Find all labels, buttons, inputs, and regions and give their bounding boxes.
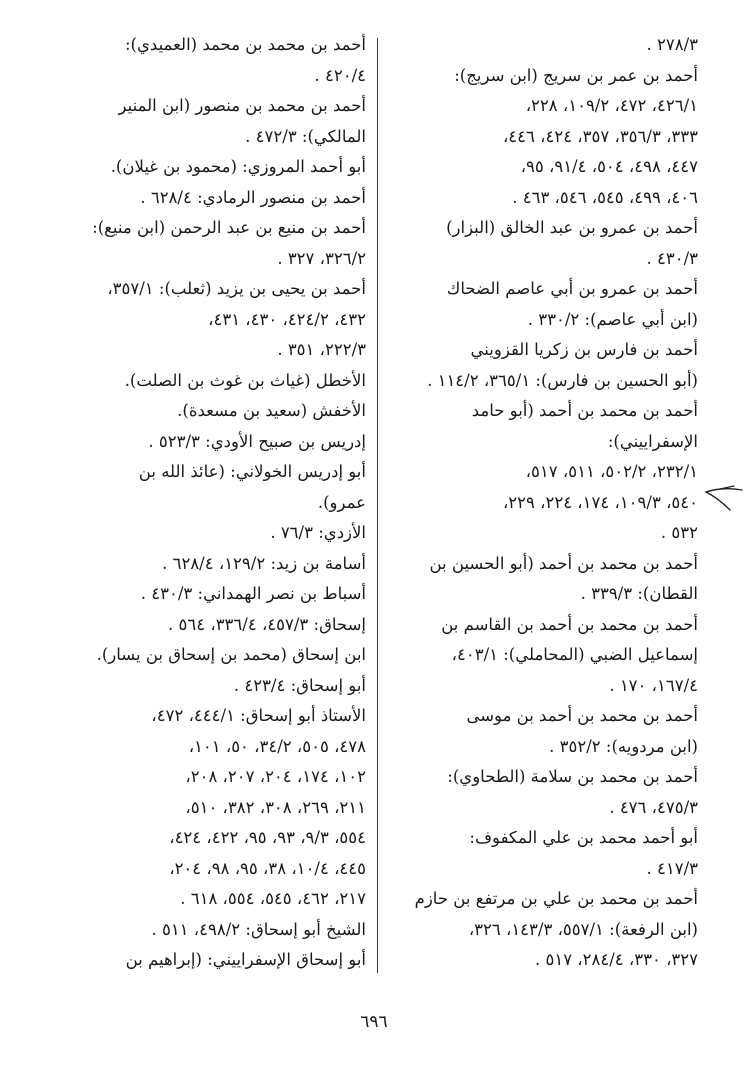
index-line: ٤٧٨، ٥٠٥، ٣٤/٢، ٥٠، ١٠١، — [188, 736, 366, 756]
index-line: ٤٢٦/١، ٤٧٢، ١٠٩/٢، ٢٢٨، — [525, 96, 698, 115]
index-line: ٤٧٥/٣، ٤٧٦ . — [609, 797, 698, 817]
index-line: أحمد بن محمد بن أحمد بن موسى — [466, 706, 698, 725]
index-line: ٥٣٢ . — [660, 523, 698, 542]
index-line: ٤٣٢، ٤٢٤/٢، ٤٣٠، ٤٣١، — [208, 309, 366, 329]
index-line: (ابن الرفعة): ٥٥٧/١، ١٤٣/٣، ٣٢٦، — [468, 919, 698, 939]
index-line: ٣٢٧، ٣٣٠، ٢٨٤/٤، ٥١٧ . — [534, 950, 698, 969]
index-line: أبو أحمد المروزي: (محمود بن غيلان). — [110, 157, 366, 176]
index-line: أحمد بن محمد بن أحمد (أبو الحسين بن — [429, 553, 698, 573]
index-line: (ابن مردويه): ٣٥٢/٢ . — [549, 736, 698, 756]
index-line: ٤٤٥، ١٠/٤، ٣٨، ٩٥، ٩٨، ٢٠٤، — [169, 858, 366, 878]
index-line: ٢١٧، ٤٦٢، ٥٤٥، ٥٥٤، ٦١٨ . — [180, 889, 366, 908]
index-line: أحمد بن محمد بن محمد (العميدي): — [125, 35, 366, 54]
index-line: أبو إدريس الخولاني: (عائذ الله بن — [138, 462, 366, 481]
index-line: القطان): ٣٣٩/٣ . — [580, 584, 698, 603]
index-line: أبو إسحاق: ٤٢٣/٤ . — [233, 675, 366, 695]
index-line: أحمد بن منصور الرمادي: ٦٢٨/٤ . — [140, 187, 366, 207]
index-line: ٢٣٢/١، ٥٠٢/٢، ٥١١، ٥١٧، — [525, 462, 698, 481]
index-line: ١٦٧/٤، ١٧٠ . — [609, 675, 698, 695]
index-line: ٣٣٣، ٣٥٦/٣، ٣٥٧، ٤٢٤، ٤٤٦، — [502, 126, 698, 146]
index-line: الإسفراييني): — [607, 431, 698, 451]
index-line: ٤٢٠/٤ . — [314, 65, 366, 85]
column-divider — [377, 38, 378, 973]
index-line: أحمد بن فارس بن زكريا القزويني — [470, 340, 698, 359]
index-line: ١٠٢، ١٧٤، ٢٠٤، ٢٠٧، ٢٠٨، — [185, 767, 366, 786]
index-line: ابن إسحاق (محمد بن إسحاق بن يسار). — [96, 645, 366, 664]
index-line: إدريس بن صبيح الأودي: ٥٢٣/٣ . — [148, 431, 366, 451]
index-line: ٤٤٧، ٤٩٨، ٥٠٤، ٩١/٤، ٩٥، — [520, 157, 698, 176]
index-line: الشيخ أبو إسحاق: ٤٩٨/٢، ٥١١ . — [151, 919, 366, 939]
index-line: ٥٤٠، ١٠٩/٣، ١٧٤، ٢٢٤، ٢٢٩، — [502, 492, 698, 512]
index-line: ٢١١، ٢٦٩، ٣٠٨، ٣٨٢، ٥١٠، — [185, 797, 366, 817]
pen-annotation-mark — [700, 476, 744, 516]
index-line: الأزدي: ٧٦/٣ . — [270, 523, 366, 542]
index-line: الأخفش (سعيد بن مسعدة). — [177, 401, 366, 420]
page-number: ٦٩٦ — [360, 1012, 388, 1032]
index-line: أسامة بن زيد: ١٢٩/٢، ٦٢٨/٤ . — [162, 553, 366, 573]
left-index-column — [60, 30, 366, 976]
index-line: أحمد بن محمد بن علي بن مرتفع بن حازم — [414, 889, 698, 908]
index-line: ٢٧٨/٣ . — [646, 35, 698, 54]
index-line: إسحاق: ٤٥٧/٣، ٣٣٦/٤، ٥٦٤ . — [168, 614, 366, 634]
index-line: أحمد بن يحيى بن يزيد (ثعلب): ٣٥٧/١، — [107, 279, 366, 298]
index-line: المالكي): ٤٧٢/٣ . — [245, 126, 366, 146]
index-line: ٤١٧/٣ . — [646, 858, 698, 878]
index-line: أحمد بن عمر بن سريج (ابن سريج): — [454, 65, 698, 85]
index-line: أحمد بن عمرو بن أبي عاصم الضحاك — [446, 279, 698, 298]
index-line: الأستاذ أبو إسحاق: ٤٤٤/١، ٤٧٢، — [151, 706, 366, 725]
index-line: إسماعيل الضبي (المحاملي): ٤٠٣/١، — [451, 645, 698, 664]
index-line: (ابن أبي عاصم): ٣٣٠/٢ . — [527, 309, 698, 329]
index-line: عمرو). — [317, 492, 366, 512]
index-line: أحمد بن محمد بن سلامة (الطحاوي): — [447, 767, 698, 786]
index-line: ٤٠٦، ٤٩٩، ٥٤٥، ٥٤٦، ٤٦٣ . — [512, 187, 698, 207]
index-line: أبو إسحاق الإسفراييني: (إبراهيم بن — [125, 950, 366, 969]
index-line: أسباط بن نصر الهمداني: ٤٣٠/٣ . — [140, 584, 366, 603]
index-line: أحمد بن محمد بن أحمد بن القاسم بن — [441, 614, 698, 634]
index-line: أبو أحمد محمد بن علي المكفوف: — [469, 828, 698, 847]
index-line: الأخطل (غياث بن غوث بن الصلت). — [124, 370, 366, 390]
index-line: (أبو الحسين بن فارس): ٣٦٥/١، ١١٤/٢ . — [427, 370, 698, 390]
index-line: ٣٢٦/٢، ٣٢٧ . — [277, 248, 366, 268]
index-line: ٢٢٢/٣، ٣٥١ . — [277, 340, 366, 359]
index-line: أحمد بن عمرو بن عبد الخالق (البزار) — [446, 218, 698, 237]
index-line: أحمد بن محمد بن أحمد (أبو حامد — [471, 401, 698, 420]
right-index-column — [392, 30, 698, 976]
index-line: أحمد بن منيع بن عبد الرحمن (ابن منيع): — [92, 218, 366, 237]
index-line: ٥٥٤، ٩/٣، ٩٣، ٩٥، ٤٢٢، ٤٢٤، — [169, 828, 366, 847]
index-line: أحمد بن محمد بن منصور (ابن المنير — [118, 96, 366, 115]
index-line: ٤٣٠/٣ . — [646, 248, 698, 268]
